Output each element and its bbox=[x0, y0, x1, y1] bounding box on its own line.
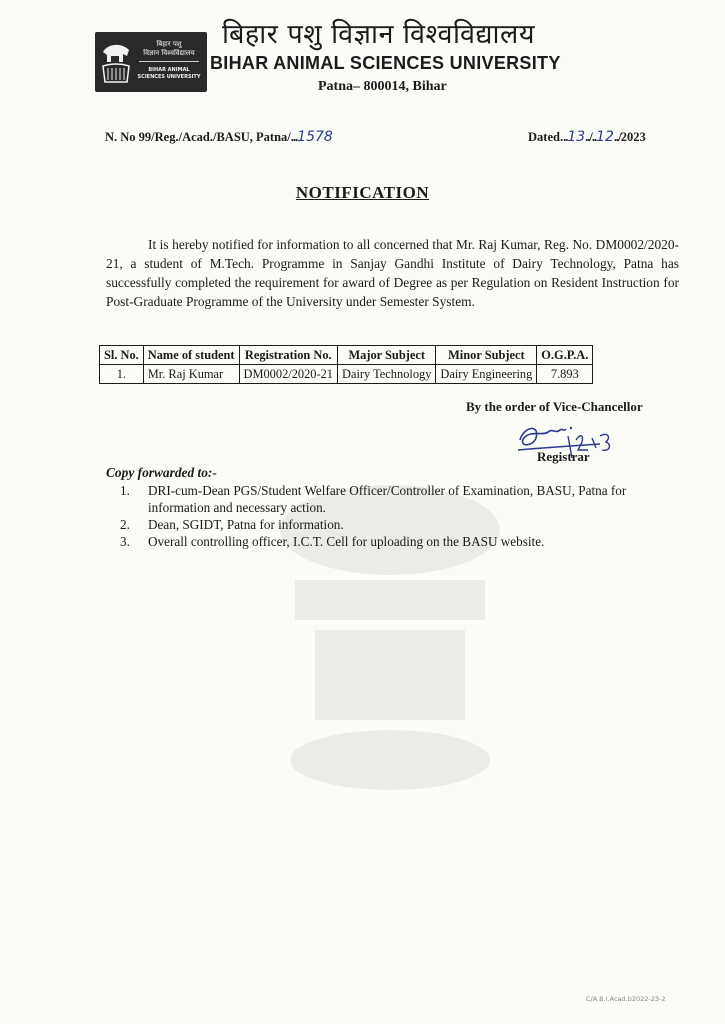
list-item bbox=[106, 516, 666, 533]
logo-text-hindi-2: विज्ञान विश्वविद्यालय bbox=[143, 49, 195, 57]
document-footer-code: C/A.B.I.Acad.b2022-23-2 bbox=[586, 995, 666, 1003]
header-minor-subject: Minor Subject bbox=[436, 346, 537, 365]
university-name-hindi: बिहार पशु विज्ञान विश्वविद्यालय bbox=[222, 19, 535, 50]
student-result-table bbox=[99, 345, 593, 384]
list-item-number: 1. bbox=[120, 483, 130, 498]
logo-text-english-2: SCIENCES UNIVERSITY bbox=[137, 74, 201, 80]
cell-registration: DM0002/2020-21 bbox=[239, 365, 338, 384]
reference-prefix: N. No 99/Reg./Acad./BASU, Patna/ bbox=[105, 130, 291, 144]
logo-text-english-1: BIHAR ANIMAL bbox=[148, 67, 190, 73]
logo-divider bbox=[139, 61, 199, 62]
reference-number-handwritten: 1578 bbox=[297, 129, 333, 145]
list-item-number: 2. bbox=[120, 517, 130, 532]
header-sl-no: Sl. No. bbox=[100, 346, 144, 365]
list-item-text: DRI-cum-Dean PGS/Student Welfare Officer/Controller of Examination, BASU, Patna for information and necessary action. bbox=[148, 483, 627, 515]
notification-body: It is hereby notified for information to all concerned that Mr. Raj Kumar, Reg. No. DM0002/2020-21, a student of M.Tech. Programme in Sanjay Gandhi Institute of Dairy Technology, Patna has successfully completed the requirement for award of Degree as per Regulation on Resident Instruction for Post-Graduate Programme of the University under Semester System. bbox=[106, 237, 679, 309]
cell-name: Mr. Raj Kumar bbox=[143, 365, 239, 384]
university-logo bbox=[95, 32, 207, 92]
date-year: 2023 bbox=[620, 130, 646, 144]
header-name: Name of student bbox=[143, 346, 239, 365]
copy-forwarded-list bbox=[106, 482, 666, 550]
logo-text-hindi-1: बिहार पशु bbox=[156, 40, 182, 48]
header-registration: Registration No. bbox=[239, 346, 338, 365]
table-header-row bbox=[100, 346, 593, 365]
list-item-text: Dean, SGIDT, Patna for information. bbox=[148, 517, 344, 532]
date-line: Dated...13../..12../2023 bbox=[528, 129, 646, 145]
bull-emblem-icon bbox=[99, 38, 133, 86]
order-line: By the order of Vice-Chancellor bbox=[466, 399, 643, 414]
list-item bbox=[106, 482, 666, 516]
university-name-english: BIHAR ANIMAL SCIENCES UNIVERSITY bbox=[210, 53, 561, 73]
university-address: Patna– 800014, Bihar bbox=[318, 79, 447, 94]
list-item-number: 3. bbox=[120, 534, 130, 549]
list-item-text: Overall controlling officer, I.C.T. Cell for uploading on the BASU website. bbox=[148, 534, 545, 549]
header-ogpa: O.G.P.A. bbox=[537, 346, 593, 365]
dated-label: Dated. bbox=[528, 130, 564, 144]
cell-ogpa: 7.893 bbox=[537, 365, 593, 384]
cell-minor-subject: Dairy Engineering bbox=[436, 365, 537, 384]
date-month-handwritten: 12 bbox=[596, 129, 614, 145]
reference-number: N. No 99/Reg./Acad./BASU, Patna/...1578 bbox=[105, 129, 333, 145]
date-day-handwritten: 13 bbox=[567, 129, 586, 145]
registrar-designation: Registrar bbox=[537, 449, 590, 464]
list-item bbox=[106, 533, 666, 550]
table-row bbox=[100, 365, 593, 384]
notification-heading: NOTIFICATION bbox=[295, 183, 430, 202]
header-major-subject: Major Subject bbox=[338, 346, 436, 365]
copy-forwarded-label: Copy forwarded to:- bbox=[106, 465, 217, 480]
cell-major-subject: Dairy Technology bbox=[338, 365, 436, 384]
cell-sl-no: 1. bbox=[100, 365, 144, 384]
